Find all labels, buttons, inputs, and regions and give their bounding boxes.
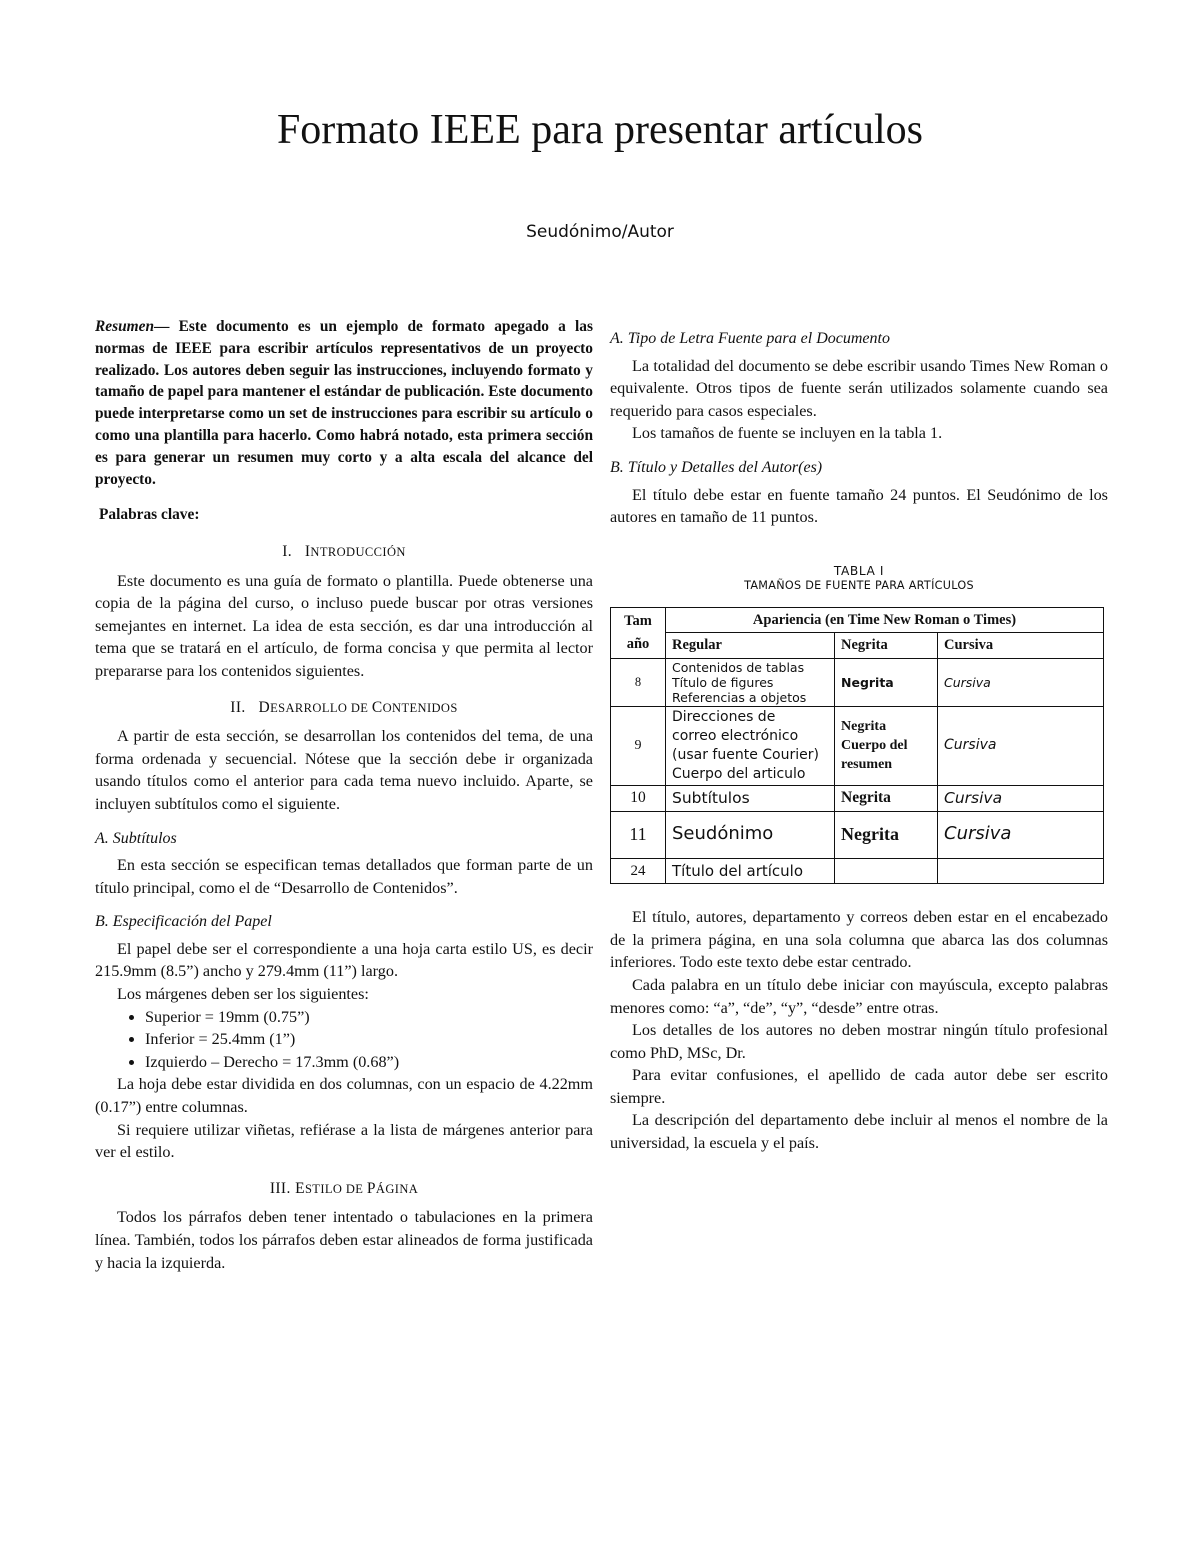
paragraph-after-2: Cada palabra en un título debe iniciar con mayúscula, excepto palabras menores como: “a”, “de”, “y”, “desde” entre otras. [610, 975, 1108, 1017]
subheading-titulo-autor: B. Título y Detalles del Autor(es) [610, 458, 823, 476]
paragraph-subtitulos: En esta sección se especifican temas detallados que forman parte de un título principal, como el de “Desarrollo de Contenidos”. [95, 856, 593, 897]
right-column [610, 316, 1108, 1155]
abstract-lead: Resumen [95, 318, 155, 335]
table-cell-italic: Cursiva [938, 706, 1104, 785]
paragraph-introduccion: Este documento es una guía de formato o plantilla. Puede obtenerse una copia de la página del curso, o incluso puede buscar por otras versiones semejantes en internet. La idea de esta sección, es dar una introducción al tema que se tratará en el artículo, de forma concisa y que permita al lector prepararse para los contenidos siguientes. [95, 571, 593, 680]
paragraph-papel-3: La hoja debe estar dividida en dos columnas, con un espacio de 4.22mm (0.17”) entre columnas. [95, 1075, 593, 1117]
abstract-text: — Este documento es un ejemplo de formato apegado a las normas de IEEE para escribir artículos representativos de un proyecto realizado. Los autores deben seguir las instrucciones, incluyendo formato y tamaño de papel para mantener el estándar de publicación. Este documento puede interpretarse como un set de instrucciones para escribir su artículo o como una plantilla para hacerlo. Como habrá notado, esta primera sección es para generar un resumen muy corto y a alta escala del alcance del proyecto. [95, 318, 593, 488]
list-item: • Inferior = 25.4mm (1”) [145, 1028, 593, 1051]
paper-title: Formato IEEE para presentar artículos [276, 107, 924, 153]
table-cell-regular: Subtítulos [666, 785, 835, 811]
table-caption-number: TABLA I [833, 563, 885, 578]
table-header-regular: Regular [666, 633, 835, 659]
table-row [611, 706, 1104, 785]
table-cell-italic: Cursiva [938, 785, 1104, 811]
margins-list [95, 1006, 593, 1074]
table-cell-bold [835, 858, 938, 884]
table-cell-size: 8 [611, 658, 666, 706]
left-column [95, 316, 593, 1274]
table-header-appearance: Apariencia (en Time New Roman o Times) [666, 607, 1104, 633]
paragraph-after-5: La descripción del departamento debe incluir al menos el nombre de la universidad, la escuela y el país. [610, 1111, 1108, 1153]
paragraph-tipo-2: Los tamaños de fuente se incluyen en la tabla 1. [632, 424, 943, 443]
table-cell-size: 24 [611, 858, 666, 884]
table-cell-regular: Contenidos de tablas Título de figures Referencias a objetos [666, 658, 835, 706]
font-size-table [610, 607, 1104, 884]
paragraph-titulo: El título debe estar en fuente tamaño 24 puntos. El Seudónimo de los autores en tamaño de 11 puntos. [610, 485, 1108, 527]
table-cell-bold: Negrita [835, 658, 938, 706]
table-cell-bold: Negrita [835, 785, 938, 811]
section-heading-estilo: III. ESTILO DE PÁGINA [269, 1179, 419, 1197]
paragraph-after-3: Los detalles de los autores no deben mostrar ningún título profesional como PhD, MSc, Dr. [610, 1021, 1108, 1062]
author-line: Seudónimo/Autor [526, 222, 674, 242]
table-cell-size: 10 [611, 785, 666, 811]
subheading-subtitulos: A. Subtítulos [95, 829, 177, 847]
list-item: • Superior = 19mm (0.75”) [145, 1006, 593, 1029]
table-row [611, 785, 1104, 811]
table-cell-bold: Negrita [835, 811, 938, 858]
paragraph-estilo: Todos los párrafos deben tener intentado o tabulaciones en la primera línea. También, todos los párrafos deben estar alineados de forma justificada y hacia la izquierda. [95, 1208, 593, 1272]
paragraph-papel-1: El papel debe ser el correspondiente a una hoja carta estilo US, es decir 215.9mm (8.5”) ancho y 279.4mm (11”) largo. [95, 939, 593, 981]
abstract [95, 316, 593, 490]
table-caption-title: TAMAÑOS DE FUENTE PARA ARTÍCULOS [744, 578, 974, 592]
table-cell-italic: Cursiva [938, 811, 1104, 858]
paragraph-papel-4: Si requiere utilizar viñetas, refiérase a la lista de márgenes anterior para ver el estilo. [95, 1120, 593, 1162]
table-cell-size: 9 [611, 706, 666, 785]
table-row [611, 858, 1104, 884]
table-cell-italic [938, 858, 1104, 884]
list-item: • Izquierdo – Derecho = 17.3mm (0.68”) [145, 1051, 593, 1074]
paragraph-after-4: Para evitar confusiones, el apellido de cada autor debe ser escrito siempre. [610, 1066, 1108, 1107]
paragraph-tipo-1: La totalidad del documento se debe escribir usando Times New Roman o equivalente. Otros tipos de fuente serán utilizados solamente cuando sea requerido para casos especiales. [610, 356, 1108, 420]
table-cell-bold: Negrita Cuerpo del resumen [835, 706, 938, 785]
subheading-tipo-letra: A. Tipo de Letra Fuente para el Documento [610, 330, 890, 347]
table-cell-size: 11 [611, 811, 666, 858]
table-header-italic: Cursiva [938, 633, 1104, 659]
table-row [611, 658, 1104, 706]
subheading-papel: B. Especificación del Papel [95, 913, 272, 931]
table-header-size: Tam año [611, 607, 666, 658]
table-cell-regular: Título del artículo [666, 858, 835, 884]
table-cell-italic: Cursiva [938, 658, 1104, 706]
paragraph-papel-2: Los márgenes deben ser los siguientes: [117, 985, 369, 1004]
table-cell-regular: Direcciones de correo electrónico (usar fuente Courier) Cuerpo del articulo [666, 706, 835, 785]
section-heading-introduccion: I. INTRODUCCIÓN [282, 542, 406, 560]
paragraph-after-1: El título, autores, departamento y correos deben estar en el encabezado de la primera página, en una sola columna que abarca las dos columnas inferiores. Todo este texto debe estar centrado. [610, 908, 1108, 972]
table-row [611, 811, 1104, 858]
table-cell-regular: Seudónimo [666, 811, 835, 858]
keywords: Palabras clave: [99, 506, 200, 524]
paragraph-desarrollo: A partir de esta sección, se desarrollan los contenidos del tema, de una forma ordenada y secuencial. Nótese que la sección debe ir organizada usando títulos como el anterior para cada tema nuevo incluido. Aparte, se incluyen subtítulos como el siguiente. [95, 727, 593, 813]
section-heading-desarrollo: II. DESARROLLO DE CONTENIDOS [230, 698, 458, 716]
table-header-bold: Negrita [835, 633, 938, 659]
